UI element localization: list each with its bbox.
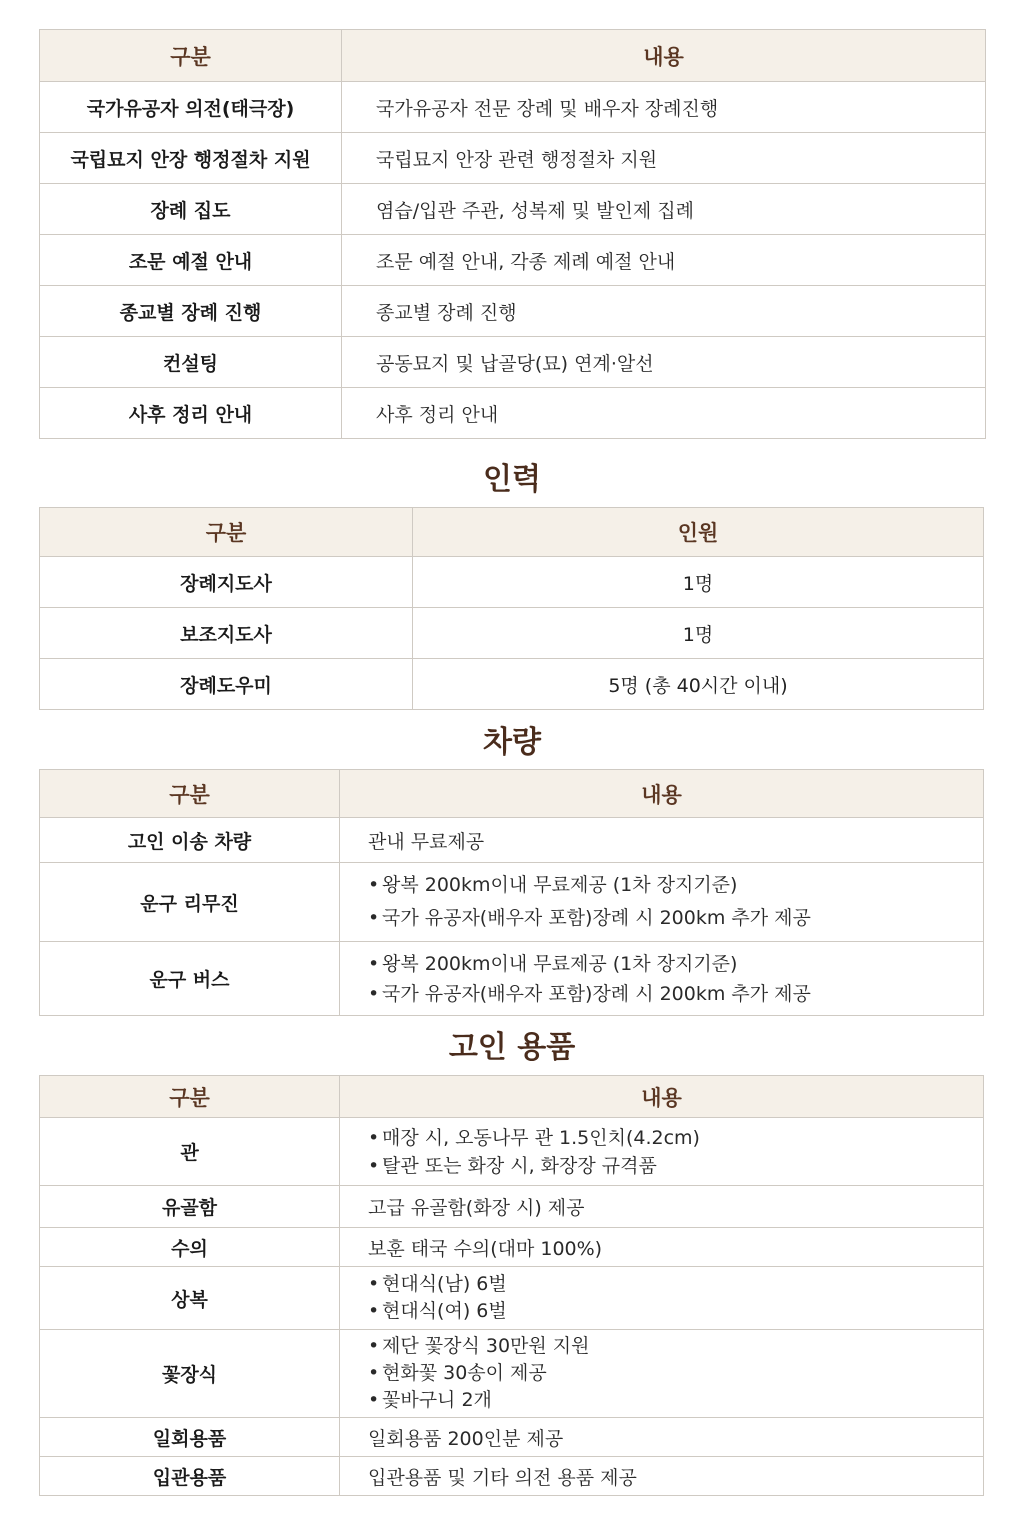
section-title-vehicles: 차량	[483, 725, 541, 760]
row-content: 공동묘지 및 납골당(묘) 연계·알선	[342, 337, 986, 388]
table-row	[40, 1267, 984, 1330]
table-row	[40, 1228, 984, 1267]
table-row	[40, 337, 986, 388]
row-count: 5명 (총 40시간 이내)	[413, 659, 984, 710]
row-content: 염습/입관 주관, 성복제 및 발인제 집례	[342, 184, 986, 235]
row-label: 유골함	[40, 1186, 340, 1228]
staff-table	[39, 507, 984, 710]
table-row	[40, 659, 984, 710]
section-title-supplies: 고인 용품	[448, 1030, 576, 1065]
row-label: 수의	[40, 1228, 340, 1267]
table-row	[40, 184, 986, 235]
row-content	[340, 1267, 984, 1330]
row-content: 국가유공자 전문 장례 및 배우자 장례진행	[342, 82, 986, 133]
list-item: • 현대식(여) 6벌	[368, 1298, 983, 1325]
table-row	[40, 1330, 984, 1418]
row-label: 보조지도사	[40, 608, 413, 659]
row-content: 고급 유골함(화장 시) 제공	[340, 1186, 984, 1228]
row-label: 장례도우미	[40, 659, 413, 710]
bullet-list	[368, 869, 983, 935]
row-count: 1명	[413, 608, 984, 659]
row-content	[340, 1118, 984, 1186]
column-header-category: 구분	[40, 30, 342, 82]
vehicles-table	[39, 769, 984, 1016]
row-content	[340, 863, 984, 942]
row-label: 장례 집도	[40, 184, 342, 235]
row-label: 일회용품	[40, 1418, 340, 1457]
bullet-list	[368, 1124, 983, 1180]
table-row	[40, 133, 986, 184]
row-label: 국가유공자 의전(태극장)	[40, 82, 342, 133]
row-label: 조문 예절 안내	[40, 235, 342, 286]
row-content: 관내 무료제공	[340, 818, 984, 863]
section-title-staff: 인력	[483, 462, 541, 497]
row-content: 조문 예절 안내, 각종 제례 예절 안내	[342, 235, 986, 286]
table-row	[40, 863, 984, 942]
bullet-list	[368, 1333, 983, 1414]
row-label: 종교별 장례 진행	[40, 286, 342, 337]
table-row	[40, 286, 986, 337]
table-row	[40, 557, 984, 608]
list-item: • 왕복 200km이내 무료제공 (1차 장지기준)	[368, 869, 983, 902]
row-content: 국립묘지 안장 관련 행정절차 지원	[342, 133, 986, 184]
table-row	[40, 1118, 984, 1186]
row-label: 운구 버스	[40, 942, 340, 1016]
table-row	[40, 235, 986, 286]
row-content	[340, 1330, 984, 1418]
supplies-table	[39, 1075, 984, 1496]
row-content	[340, 942, 984, 1016]
list-item: • 국가 유공자(배우자 포함)장례 시 200km 추가 제공	[368, 979, 983, 1009]
bullet-list	[368, 949, 983, 1009]
list-item: • 국가 유공자(배우자 포함)장례 시 200km 추가 제공	[368, 902, 983, 935]
services-table	[39, 29, 986, 439]
row-label: 상복	[40, 1267, 340, 1330]
row-content: 일회용품 200인분 제공	[340, 1418, 984, 1457]
column-header-category: 구분	[40, 508, 413, 557]
table-row	[40, 608, 984, 659]
column-header-content: 내용	[342, 30, 986, 82]
row-label: 고인 이송 차량	[40, 818, 340, 863]
column-header-count: 인원	[413, 508, 984, 557]
table-row	[40, 388, 986, 439]
column-header-content: 내용	[340, 770, 984, 818]
row-label: 사후 정리 안내	[40, 388, 342, 439]
list-item: • 매장 시, 오동나무 관 1.5인치(4.2cm)	[368, 1124, 983, 1152]
row-content: 보훈 태국 수의(대마 100%)	[340, 1228, 984, 1267]
row-label: 국립묘지 안장 행정절차 지원	[40, 133, 342, 184]
row-content: 입관용품 및 기타 의전 용품 제공	[340, 1457, 984, 1496]
table-row	[40, 1418, 984, 1457]
row-label: 운구 리무진	[40, 863, 340, 942]
table-row	[40, 942, 984, 1016]
row-content: 종교별 장례 진행	[342, 286, 986, 337]
row-label: 꽃장식	[40, 1330, 340, 1418]
list-item: • 꽃바구니 2개	[368, 1387, 983, 1414]
row-label: 관	[40, 1118, 340, 1186]
bullet-list	[368, 1271, 983, 1325]
column-header-content: 내용	[340, 1076, 984, 1118]
table-row	[40, 818, 984, 863]
row-label: 컨설팅	[40, 337, 342, 388]
row-label: 장례지도사	[40, 557, 413, 608]
row-label: 입관용품	[40, 1457, 340, 1496]
list-item: • 왕복 200km이내 무료제공 (1차 장지기준)	[368, 949, 983, 979]
column-header-category: 구분	[40, 1076, 340, 1118]
list-item: • 제단 꽃장식 30만원 지원	[368, 1333, 983, 1360]
table-row	[40, 82, 986, 133]
table-row	[40, 1186, 984, 1228]
column-header-category: 구분	[40, 770, 340, 818]
list-item: • 현대식(남) 6벌	[368, 1271, 983, 1298]
row-count: 1명	[413, 557, 984, 608]
table-row	[40, 1457, 984, 1496]
list-item: • 탈관 또는 화장 시, 화장장 규격품	[368, 1152, 983, 1180]
row-content: 사후 정리 안내	[342, 388, 986, 439]
list-item: • 현화꽃 30송이 제공	[368, 1360, 983, 1387]
